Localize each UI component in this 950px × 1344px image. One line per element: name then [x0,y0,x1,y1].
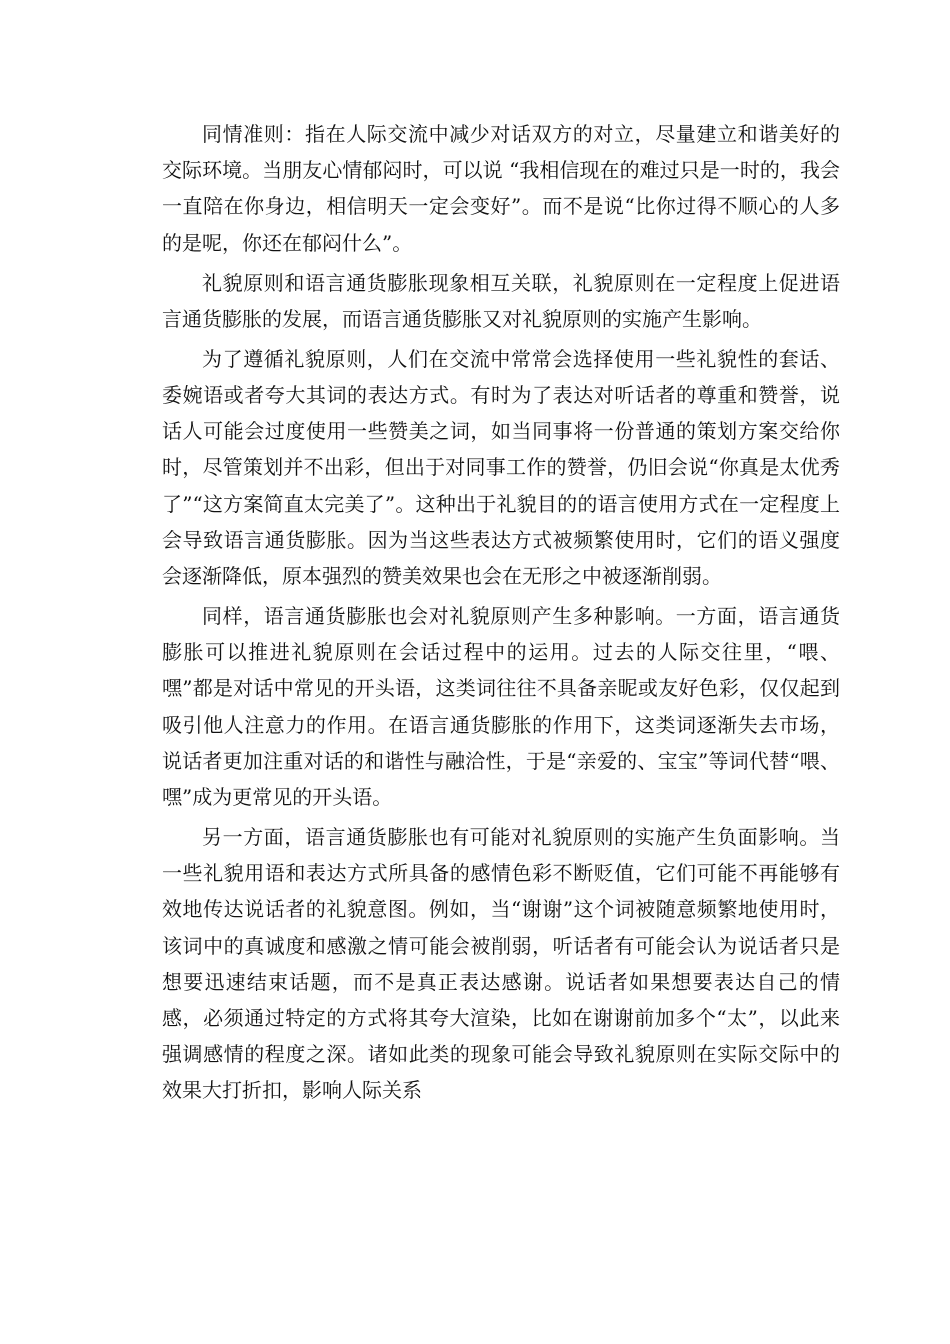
paragraph-inflation-positive-effect: 同样，语言通货膨胀也会对礼貌原则产生多种影响。一方面，语言通货膨胀可以推进礼貌原则在会话过程中的运用。过去的人际交往里，“喂、嘿”都是对话中常见的开头语，这类词往往不具备亲昵或友好色彩，仅仅起到吸引他人注意力的作用。在语言通货膨胀的作用下，这类词逐渐失去市场，说话者更加注重对话的和谐性与融洽性，于是“亲爱的、宝宝”等词代替“喂、嘿”成为更常见的开头语。 [162,604,840,810]
paragraph-inflation-negative-effect: 另一方面，语言通货膨胀也有可能对礼貌原则的实施产生负面影响。当一些礼貌用语和表达方式所具备的感情色彩不断贬值，它们可能不再能够有效地传达说话者的礼貌意图。例如，当“谢谢”这个词被随意频繁地使用时，该词中的真诚度和感激之情可能会被削弱，听话者有可能会认为说话者只是想要迅速结束话题，而不是真正表达感谢。说话者如果想要表达自己的情感，必须通过特定的方式将其夸大渲染，比如在谢谢前加多个“太”，以此来强调感情的程度之深。诸如此类的现象可能会导致礼貌原则在实际交际中的效果大打折扣，影响人际关系 [162,825,840,1103]
paragraph-politeness-causes-inflation: 为了遵循礼貌原则，人们在交流中常常会选择使用一些礼貌性的套话、委婉语或者夸大其词的表达方式。有时为了表达对听话者的尊重和赞誉，说话人可能会过度使用一些赞美之词，如当同事将一份普通的策划方案交给你时，尽管策划并不出彩，但出于对同事工作的赞誉，仍旧会说“你真是太优秀了”“这方案简直太完美了”。这种出于礼貌目的的语言使用方式在一定程度上会导致语言通货膨胀。因为当这些表达方式被频繁使用时，它们的语义强度会逐渐降低，原本强烈的赞美效果也会在无形之中被逐渐削弱。 [162,346,840,589]
document-body [162,116,840,1112]
paragraph-sympathy-maxim: 同情准则：指在人际交流中减少对话双方的对立，尽量建立和谐美好的交际环境。当朋友心情郁闷时，可以说 “我相信现在的难过只是一时的，我会一直陪在你身边，相信明天一定会变好”。而不是说“比你过得不顺心的人多的是呢，你还在郁闷什么”。 [162,122,840,255]
paragraph-politeness-inflation-relation: 礼貌原则和语言通货膨胀现象相互关联，礼貌原则在一定程度上促进语言通货膨胀的发展，而语言通货膨胀又对礼貌原则的实施产生影响。 [162,270,840,331]
